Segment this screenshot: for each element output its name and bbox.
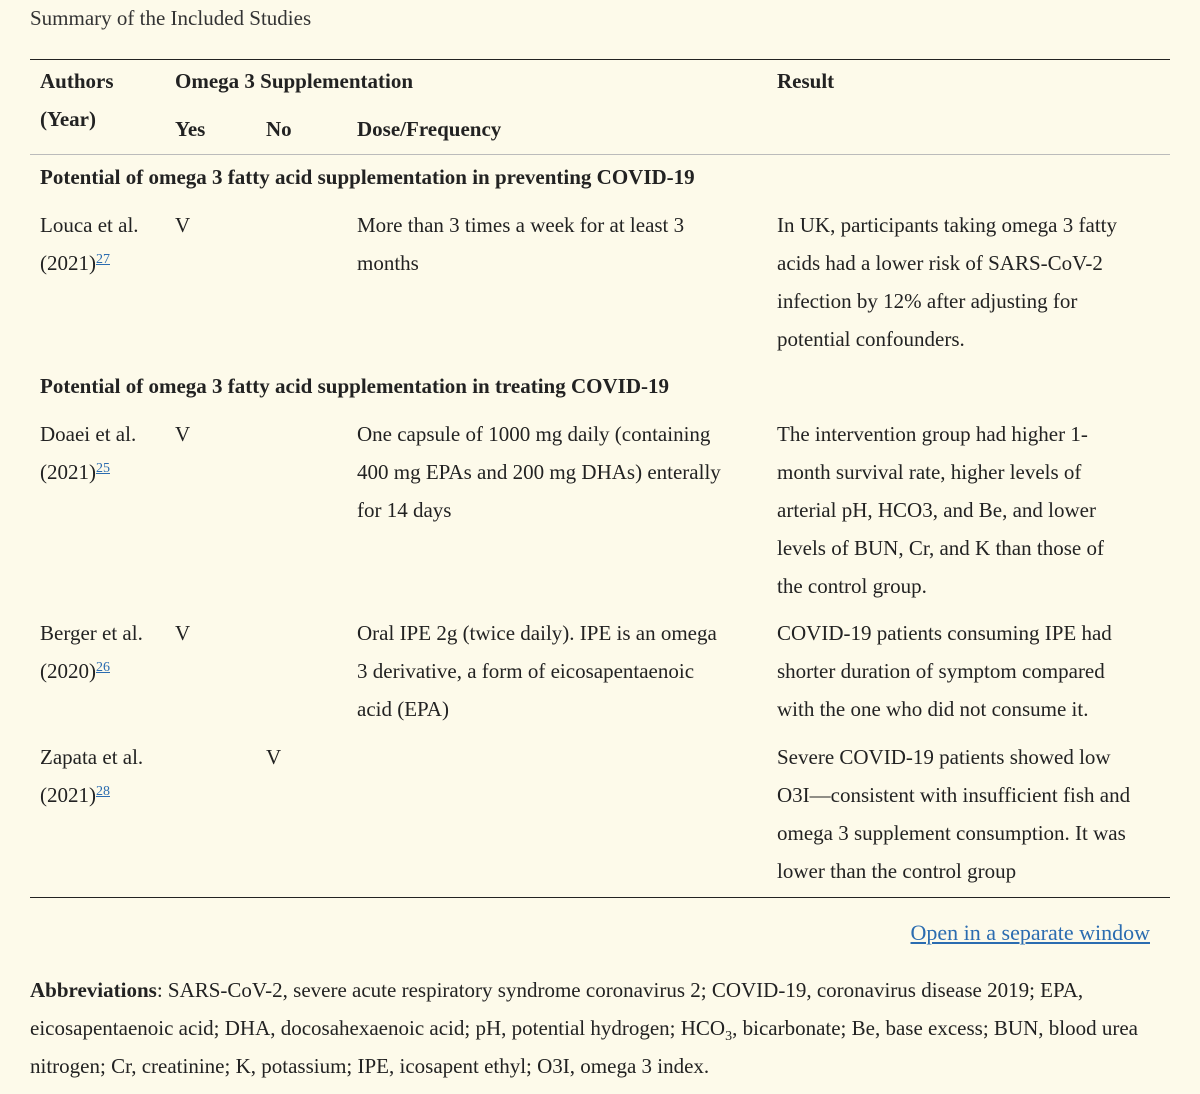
result-line: Severe COVID-19 patients showed low xyxy=(777,745,1111,769)
table-row-author xyxy=(40,206,165,282)
result-text xyxy=(777,415,1167,605)
result-line: COVID-19 patients consuming IPE had xyxy=(777,621,1112,645)
result-line: infection by 12% after adjusting for xyxy=(777,289,1078,313)
dose-line: More than 3 times a week for at least 3 xyxy=(357,213,685,237)
yes-mark: V xyxy=(175,621,191,645)
dose-line: Oral IPE 2g (twice daily). IPE is an omega xyxy=(357,621,717,645)
header-authors: Authors xyxy=(40,69,114,93)
result-text xyxy=(777,614,1167,728)
section-treating: Potential of omega 3 fatty acid supplementation in treating COVID-19 xyxy=(40,374,669,398)
result-line: In UK, participants taking omega 3 fatty xyxy=(777,213,1117,237)
abbreviations-subscript: 3 xyxy=(725,1029,733,1045)
result-line: with the one who did not consume it. xyxy=(777,697,1089,721)
author-name: Berger et al. xyxy=(40,621,143,645)
header-omega-supplementation: Omega 3 Supplementation xyxy=(175,69,414,93)
result-line: month survival rate, higher levels of xyxy=(777,460,1082,484)
abbreviations-text: : SARS-CoV-2, severe acute respiratory syndrome coronavirus 2; COVID-19, coronavirus disease 2019; EPA, eicosapentaenoic acid; DHA, docosahexaenoic acid; pH, potential hydrogen; HCO xyxy=(30,978,1084,1040)
result-line: acids had a lower risk of SARS-CoV-2 xyxy=(777,251,1103,275)
result-line: arterial pH, HCO3, and Be, and lower xyxy=(777,498,1096,522)
dose-line: acid (EPA) xyxy=(357,697,449,721)
author-name: Zapata et al. xyxy=(40,745,144,769)
header-rule xyxy=(30,154,1170,155)
author-name: Doaei et al. xyxy=(40,422,137,446)
dose-text xyxy=(357,614,757,728)
author-year: (2021) xyxy=(40,460,96,484)
no-mark: V xyxy=(266,745,282,769)
author-name: Louca et al. xyxy=(40,213,139,237)
result-line: The intervention group had higher 1- xyxy=(777,422,1088,446)
author-year: (2021) xyxy=(40,251,96,275)
table-caption: Summary of the Included Studies xyxy=(30,6,312,30)
result-line: lower than the control group xyxy=(777,859,1017,883)
result-line: the control group. xyxy=(777,574,927,598)
header-yes: Yes xyxy=(175,117,206,141)
section-preventing: Potential of omega 3 fatty acid supplementation in preventing COVID-19 xyxy=(40,165,695,189)
open-separate-window-link[interactable]: Open in a separate window xyxy=(910,920,1150,945)
result-line: shorter duration of symptom compared xyxy=(777,659,1105,683)
table-bottom-rule xyxy=(30,897,1170,898)
yes-mark: V xyxy=(175,213,191,237)
dose-line: One capsule of 1000 mg daily (containing xyxy=(357,422,711,446)
result-text xyxy=(777,206,1167,358)
header-result: Result xyxy=(777,69,835,93)
header-year: (Year) xyxy=(40,107,96,131)
table-row-author xyxy=(40,738,165,814)
result-line: O3I—consistent with insufficient fish and xyxy=(777,783,1131,807)
dose-line: for 14 days xyxy=(357,498,452,522)
result-line: potential confounders. xyxy=(777,327,965,351)
header-no: No xyxy=(266,117,292,141)
table-top-rule xyxy=(30,59,1170,60)
result-line: levels of BUN, Cr, and K than those of xyxy=(777,536,1104,560)
dose-text xyxy=(357,206,757,282)
table-row-author xyxy=(40,614,165,690)
reference-link[interactable]: 28 xyxy=(96,784,110,799)
abbreviations-text-continued: , bicarbonate; Be, base excess; BUN, blood urea nitrogen; Cr, creatinine; K, potassium; IPE, icosapent ethyl; O3I, omega 3 index. xyxy=(30,1016,1138,1078)
dose-line: months xyxy=(357,251,419,275)
dose-line: 400 mg EPAs and 200 mg DHAs) enterally xyxy=(357,460,721,484)
dose-line: 3 derivative, a form of eicosapentaenoic xyxy=(357,659,695,683)
result-text xyxy=(777,738,1167,890)
reference-link[interactable]: 27 xyxy=(96,252,110,267)
reference-link[interactable]: 26 xyxy=(96,660,110,675)
abbreviations-label: Abbreviations xyxy=(30,978,157,1002)
reference-link[interactable]: 25 xyxy=(96,461,110,476)
author-year: (2020) xyxy=(40,659,96,683)
table-row-author xyxy=(40,415,165,491)
author-year: (2021) xyxy=(40,783,96,807)
abbreviations-footnote xyxy=(30,971,1170,1085)
dose-text xyxy=(357,415,757,529)
result-line: omega 3 supplement consumption. It was xyxy=(777,821,1126,845)
header-dose-frequency: Dose/Frequency xyxy=(357,117,502,141)
yes-mark: V xyxy=(175,422,191,446)
